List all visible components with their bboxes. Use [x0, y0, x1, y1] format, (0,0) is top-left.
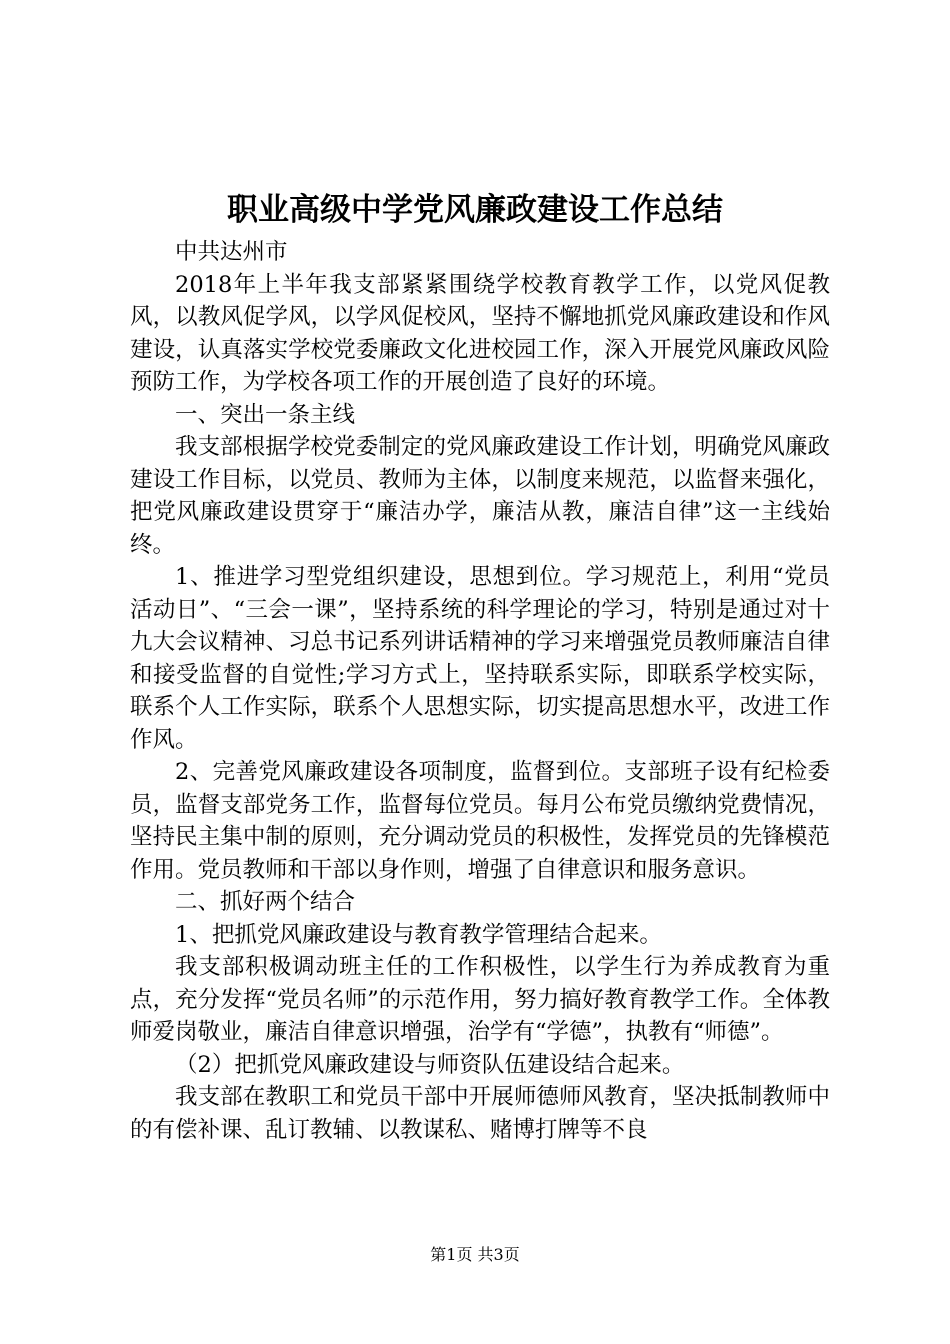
document-body [130, 236, 830, 1146]
paragraph-item-1: 1、推进学习型党组织建设，思想到位。学习规范上，利用“党员活动日”、“三会一课”，坚持系统的科学理论的学习，特别是通过对十九大会议精神、习总书记系列讲话精神的学习来增强党员教师廉洁自律和接受监督的自觉性;学习方式上，坚持联系实际，即联系学校实际，联系个人工作实际，联系个人思想实际，切实提高思想水平，改进工作作风。 [130, 564, 830, 753]
page-number: 第1页 共3页 [430, 1245, 520, 1264]
section-heading-2: 二、抓好两个结合 [175, 889, 356, 915]
paragraph-combination-2: 我支部在教职工和党员干部中开展师德师风教育，坚决抵制教师中的有偿补课、乱订教辅、以教谋私、赌博打牌等不良 [130, 1084, 830, 1143]
document-title: 职业高级中学党风廉政建设工作总结 [227, 192, 723, 228]
paragraph-intro: 2018年上半年我支部紧紧围绕学校教育教学工作，以党风促教风，以教风促学风，以学风促校风，坚持不懈地抓党风廉政建设和作风建设，认真落实学校党委廉政文化进校园工作，深入开展党风廉政风险预防工作，为学校各项工作的开展创造了良好的环境。 [130, 271, 830, 395]
paragraph-main-line: 我支部根据学校党委制定的党风廉政建设工作计划，明确党风廉政建设工作目标，以党员、教师为主体，以制度来规范，以监督来强化，把党风廉政建设贯穿于“廉洁办学，廉洁从教，廉洁自律”这一主线始终。 [130, 434, 830, 558]
subheading-combination-2: （2）把抓党风廉政建设与师资队伍建设结合起来。 [175, 1051, 685, 1078]
subheading-combination-1: 1、把抓党风廉政建设与教育教学管理结合起来。 [175, 921, 662, 948]
paragraph-combination-1: 我支部积极调动班主任的工作积极性，以学生行为养成教育为重点，充分发挥“党员名师”的示范作用，努力搞好教育教学工作。全体教师爱岗敬业，廉洁自律意识增强，治学有“学德”，执教有“师德”。 [130, 954, 830, 1045]
paragraph-author: 中共达州市 [175, 239, 288, 265]
section-heading-1: 一、突出一条主线 [175, 401, 356, 428]
paragraph-item-2: 2、完善党风廉政建设各项制度，监督到位。支部班子设有纪检委员，监督支部党务工作，监督每位党员。每月公布党员缴纳党费情况，坚持民主集中制的原则，充分调动党员的积极性，发挥党员的先锋模范作用。党员教师和干部以身作则，增强了自律意识和服务意识。 [130, 759, 830, 883]
